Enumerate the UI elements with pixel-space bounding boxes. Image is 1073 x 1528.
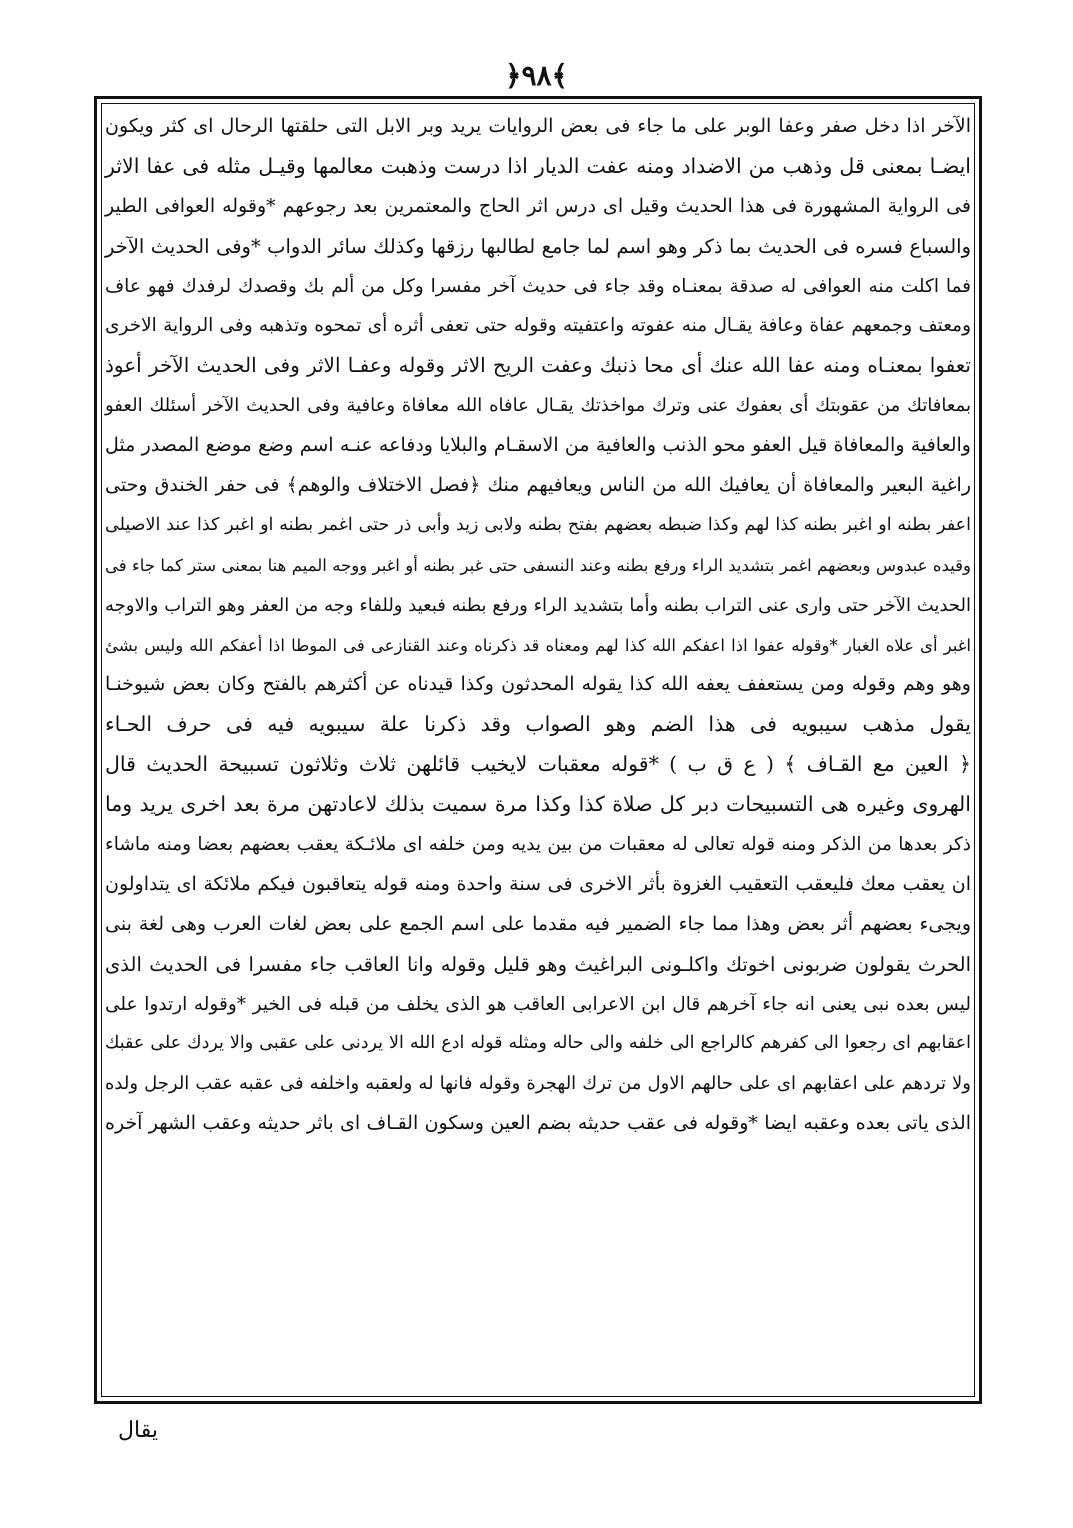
text-line: الذى ياتى بعده وعقبه ايضا *وقوله فى عقب حديثه بضم العين وسكون القـاف اى باثر حديثه وعقب الشهر آخره (105, 1112, 971, 1135)
text-line: الحرث يقولون ضربونى اخوتك واكلـونى البراغيث وهو قليل وقوله وانا العاقب جاء مفسرا فى الحديث الذى (105, 952, 971, 976)
text-line: الآخر اذا دخل صفر وعفا الوبر على ما جاء فى بعض الروايات يريد وبر الابل التى حلقتها الرحال اى كثر ويكون (105, 115, 971, 137)
catchword: يقال (118, 1418, 158, 1443)
text-line: فى الرواية المشهورة فى هذا الحديث وقيل اى درس اثر الحاج والمعتمرين بعد رجوعهم *وقوله العوافى الطير (105, 194, 971, 217)
text-line: وهو وهم وقوله ومن يستعفف يعفه الله كذا يقوله المحدثون وكذا قيدناه عن أكثرهم بالفتح وكان بعض شيوخنـا (105, 673, 971, 696)
text-line: ليس بعده نبى يعنى انه جاء آخرهم قال ابن الاعرابى العاقب هو الذى يخلف من قبله فى الخير *وقوله ارتدوا على (105, 993, 971, 1015)
text-line: تعفوا بمعنـاه ومنه عفا الله عنك أى محا ذنبك وعفت الريح الاثر وقوله وعفـا الاثر وفى الحديث الآخر أعوذ (105, 353, 971, 378)
text-line: ولا تردهم على اعقابهم اى على حالهم الاول من ترك الهجرة وقوله فانها له ولعقبه واخلفه فى عقبه عقب الرجل ولده (105, 1073, 971, 1095)
text-line: والسباع فسره فى الحديث بما ذكر وهو اسم لما جامع لطالبها رزقها وكذلك سائر الدواب *وفى الحديث الآخر (105, 234, 971, 258)
text-line: بمعافاتك من عقوبتك أى بعفوك عنى وترك مواخذتك يقـال عافاه الله معافاة وعافية وفى الحديث الآخر أسئلك العفو (105, 395, 971, 417)
text-line: اعفر بطنه او اغبر بطنه كذا لهم وكذا ضبطه بعضهم بفتح بطنه ولابى زيد وأبى ذر حتى اغمر بطنه او اغبر كذا عند الاصيلى (105, 514, 971, 535)
text-line: راغية البعير والمعافاة أن يعافيك الله من الناس ويعافيهم منك ﴿فصل الاختلاف والوهم﴾ فى حفر الخندق وحتى (105, 474, 971, 497)
text-line: ان يعقب معك فليعقب التعقيب الغزوة بأثر الاخرى فى سنة واحدة ومنه قوله يتعاقبون فيكم ملائكة اى يتداولون (105, 872, 971, 895)
text-line: فما اكلت منه العوافى له صدقة بمعنـاه وقد جاء فى حديث آخر مفسرا وكل من ألم بك وقصدك لرفدك فهو عاف (105, 275, 971, 297)
text-line: الحديث الآخر حتى وارى عنى التراب بطنه وأما بتشديد الراء ورفع بطنه فبعيد وللفاء وجه من العفر وهو التراب والاوجه (105, 594, 971, 616)
text-line: ومعتف وجمعهم عفاة وعافة يقـال منه عفوته واعتفيته وقوله حتى تعفى أثره أى تمحوه وتذهبه وفى الرواية الاخرى (105, 315, 971, 337)
text-line: اعقابهم اى رجعوا الى كفرهم كالراجع الى خلفه والى حاله ومثله قوله ادع الله الا يردنى على عقبى والا يردك على عقبك (105, 1033, 971, 1054)
main-text (102, 107, 974, 1144)
text-line: ايضـا بمعنى قل وذهب من الاضداد ومنه عفت الديار اذا درست وذهبت معالمها وقيـل مثله فى عفا الاثر (105, 153, 971, 178)
text-line: وقيده عبدوس وبعضهم اغمر بتشديد الراء ورفع بطنه وعند النسفى حتى غبر بطنه أو اغبر ووجه الميم هنا بمعنى ستر كما جاء فى (105, 555, 971, 575)
text-line: اغبر أى علاه الغبار *وقوله عفوا اذا اعفكم الله كذا لهم ومعناه قد ذكرناه وعند القنازعى فى الموطا اذا أعفكم الله وليس بشئ (105, 635, 971, 655)
page-number: ﴿٩٨﴾ (505, 59, 568, 92)
text-line: والعافية والمعافاة قيل العفو محو الذنب والعافية من الاسقـام والبلايا ودفاعه عنـه اسم وضع موضع المصدر مثل (105, 434, 971, 457)
text-line: ويجىء بعضهم أثر بعض وهذا مما جاء الضمير فيه مقدما على اسم الجمع على بعض لغات العرب وهى لغة بنى (105, 912, 971, 935)
text-line: ذكر بعدها من الذكر ومنه قوله تعالى له معقبات من بين يديه ومن خلفه اى ملائـكة يعقب بعضهم بعضا ومنه ماشاء (105, 834, 971, 856)
text-line: يقول مذهب سيبويه فى هذا الضم وهو الصواب وقد ذكرنا علة سيبويه فيه فى حرف الحـاء (105, 712, 971, 737)
text-line: الهروى وغيره هى التسبيحات دبر كل صلاة كذا وكذا مرة سميت بذلك لاعادتهن مرة بعد اخرى يريد وما (105, 792, 971, 817)
text-line: ﴿ العين مع القـاف ﴾ ( ع ق ب ) *قوله معقبات لايخيب قائلهن ثلاث وثلاثون تسبيحة الحديث قال (105, 752, 971, 777)
